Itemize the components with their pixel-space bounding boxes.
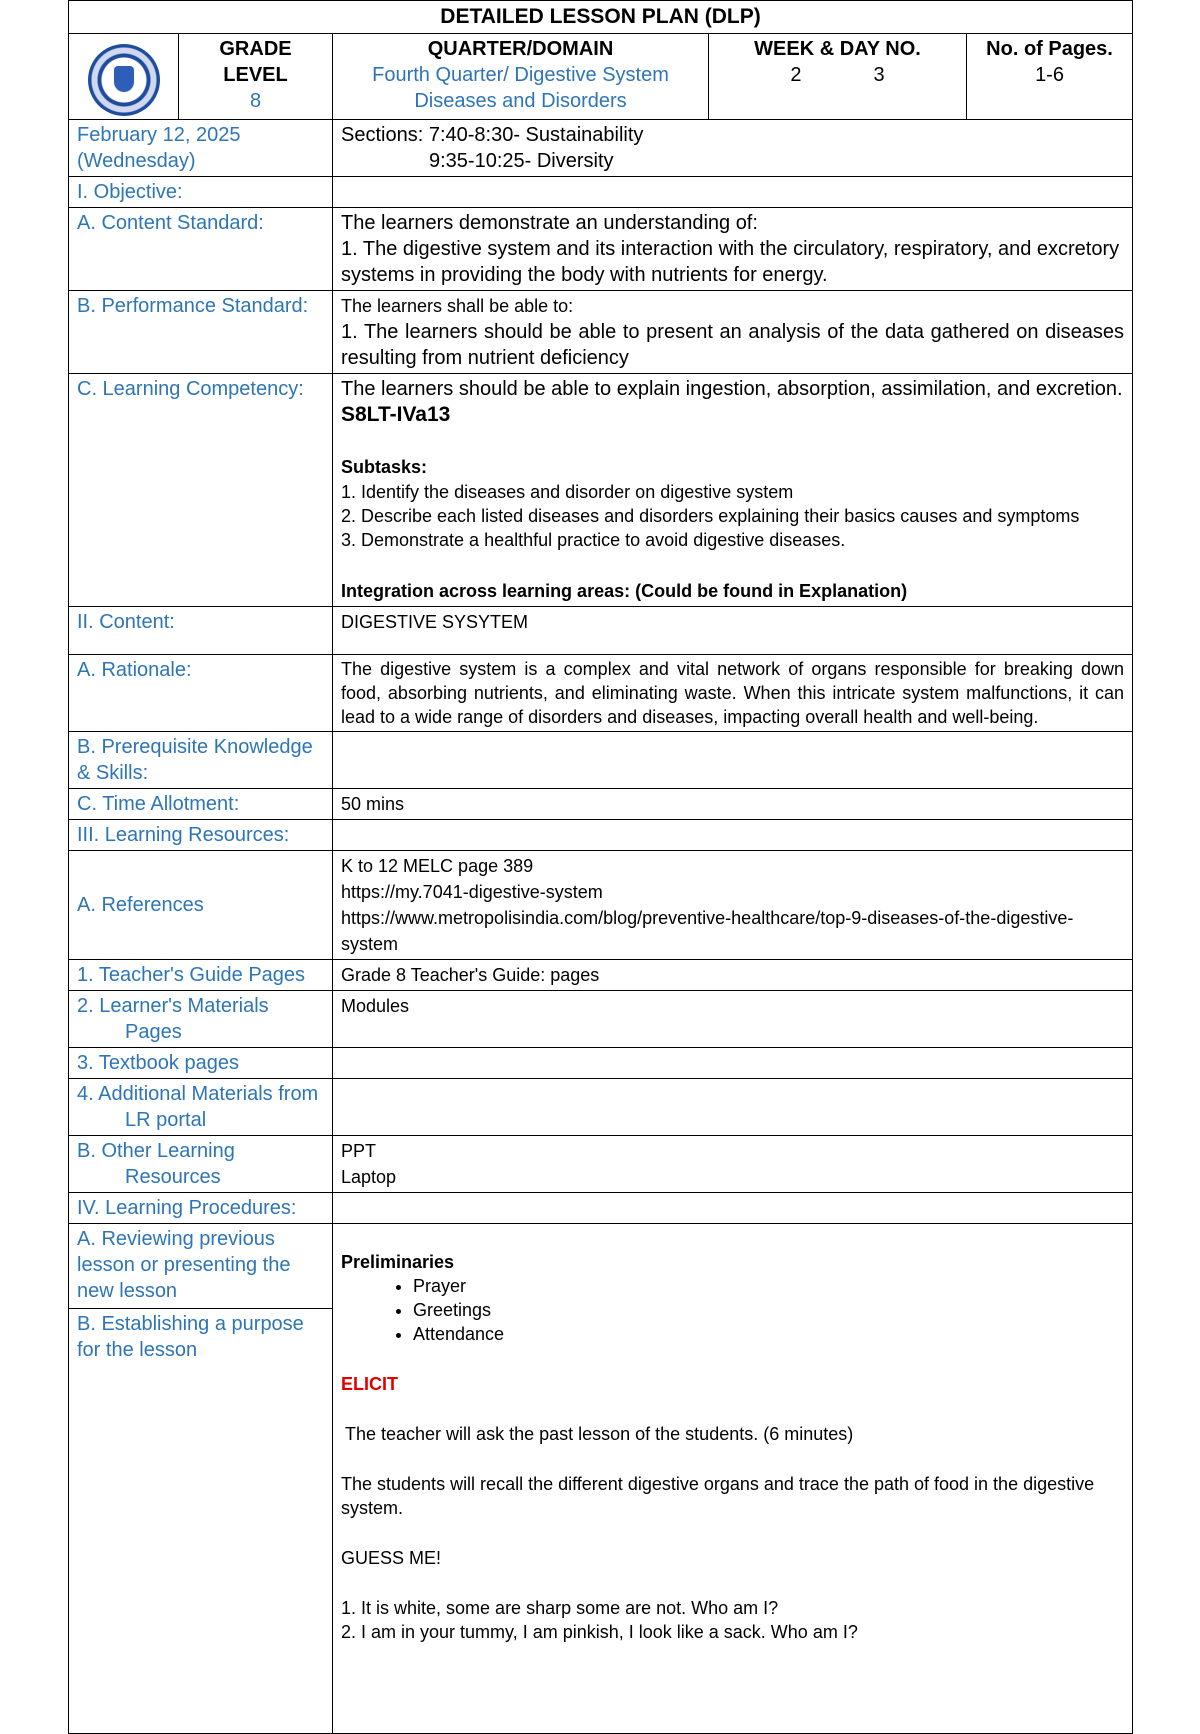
preliminaries-list [341,1274,1124,1346]
quarter-value: Fourth Quarter/ Digestive System [372,64,669,86]
competency-code: S8LT-IVa13 [341,403,451,426]
additional-materials-label-1: 4. Additional Materials from [77,1083,319,1105]
elicit-description: The students will recall the different digestive organs and trace the path of food in the digestive system. [341,1474,1095,1518]
prerequisite-label-2: & Skills: [77,762,149,784]
week-value: 2 [790,64,802,86]
grade-level-cell [179,34,333,120]
other-resources-label-2: Resources [125,1166,221,1188]
document-title: DETAILED LESSON PLAN (DLP) [69,1,1133,34]
sections-cell [333,120,1133,177]
additional-materials-value [333,1079,1133,1136]
procedure-steps-cell [69,1224,333,1734]
content-label: II. Content: [69,607,333,655]
learning-procedures-label: IV. Learning Procedures: [69,1193,333,1224]
reviewing-lesson-label: A. Reviewing previous lesson or presenting the new lesson [69,1224,332,1309]
rationale-value: The digestive system is a complex and vital network of organs responsible for breaking down food, absorbing nutrients, and eliminating waste. When this intricate system malfunctions, it can lead to a wide range of disorders and diseases, impacting overall health and well-being. [333,655,1133,732]
elicit-heading: ELICIT [341,1374,398,1394]
time-allotment-label: C. Time Allotment: [69,789,333,820]
other-resources-label-1: B. Other Learning [77,1140,235,1162]
week-day-label: WEEK & DAY NO. [754,38,921,60]
grade-label-2: LEVEL [223,64,288,86]
learning-procedures-value [333,1193,1133,1224]
lesson-date: February 12, 2025 [77,124,241,146]
learners-materials-label [69,991,333,1048]
reference-link: https://www.metropolisindia.com/blog/preventive-healthcare/top-9-diseases-of-the-digestive-system [341,908,1074,954]
competency-text: The learners should be able to explain ingestion, absorption, assimilation, and excretion. [341,378,1123,400]
other-resources-value [333,1136,1133,1193]
riddle-item: 1. It is white, some are sharp some are not. Who am I? [341,1598,779,1618]
deped-seal-cell [69,34,179,120]
guess-me-heading: GUESS ME! [341,1548,442,1568]
teachers-guide-value: Grade 8 Teacher's Guide: pages [333,960,1133,991]
preliminaries-heading: Preliminaries [341,1252,455,1272]
learning-competency-value [333,374,1133,607]
lesson-plan-document [68,0,1132,1734]
objective-value [333,177,1133,208]
performance-intro: The learners shall be able to: [341,296,574,316]
learners-materials-label-2: Pages [125,1021,182,1043]
prerequisite-label [69,732,333,789]
section-2: 9:35-10:25- Diversity [429,150,614,172]
week-day-cell [709,34,967,120]
list-item: • Greetings [413,1298,1124,1322]
content-standard-intro: The learners demonstrate an understanding of: [341,212,758,234]
teachers-guide-label: 1. Teacher's Guide Pages [69,960,333,991]
learning-resources-value [333,820,1133,851]
list-item: • Prayer [413,1274,1124,1298]
reference-link: https://my.7041-digestive-system [341,882,603,902]
content-standard-item: 1. The digestive system and its interaction with the circulatory, respiratory, and excretory systems in providing the body with nutrients for energy. [341,238,1120,286]
other-resource-item: PPT [341,1141,377,1161]
objective-label: I. Objective: [69,177,333,208]
grade-value: 8 [249,90,262,112]
prerequisite-label-1: B. Prerequisite Knowledge [77,736,313,758]
day-value: 3 [873,64,885,86]
other-resources-label [69,1136,333,1193]
additional-materials-label-2: LR portal [125,1109,207,1131]
additional-materials-label [69,1079,333,1136]
lesson-day: (Wednesday) [77,150,196,172]
performance-standard-value [333,291,1133,374]
textbook-pages-label: 3. Textbook pages [69,1048,333,1079]
procedure-content-cell [333,1224,1133,1734]
textbook-pages-value [333,1048,1133,1079]
references-value [333,851,1133,960]
subtask-item: 2. Describe each listed diseases and disorders explaining their basics causes and symptoms [341,506,1080,526]
quarter-label: QUARTER/DOMAIN [427,38,614,60]
date-cell [69,120,333,177]
other-resource-item: Laptop [341,1167,397,1187]
content-standard-label: A. Content Standard: [69,208,333,291]
performance-standard-label: B. Performance Standard: [69,291,333,374]
learning-competency-label: C. Learning Competency: [69,374,333,607]
subtask-item: 1. Identify the diseases and disorder on digestive system [341,482,794,502]
riddle-item: 2. I am in your tummy, I am pinkish, I look like a sack. Who am I? [341,1622,858,1642]
content-value: DIGESTIVE SYSYTEM [333,607,1133,655]
pages-value: 1-6 [1035,64,1064,86]
establishing-purpose-label: B. Establishing a purpose for the lesson [77,1313,304,1361]
domain-value: Diseases and Disorders [414,90,627,112]
quarter-domain-cell [333,34,709,120]
learners-materials-value: Modules [333,991,1133,1048]
integration-note: Integration across learning areas: (Could be found in Explanation) [341,581,908,601]
list-item: • Attendance [413,1322,1124,1346]
prerequisite-value [333,732,1133,789]
reference-item: K to 12 MELC page 389 [341,856,534,876]
section-1: Sections: 7:40-8:30- Sustainability [341,124,644,146]
pages-label: No. of Pages. [986,38,1113,60]
time-allotment-value: 50 mins [333,789,1133,820]
learners-materials-label-1: 2. Learner's Materials [77,995,269,1017]
grade-label: GRADE [219,38,292,60]
pages-cell [967,34,1133,120]
performance-item: 1. The learners should be able to present an analysis of the data gathered on diseases resulting from nutrient deficiency [341,321,1125,369]
elicit-instruction: The teacher will ask the past lesson of the students. (6 minutes) [345,1424,854,1444]
subtasks-label: Subtasks: [341,457,428,477]
rationale-label: A. Rationale: [69,655,333,732]
references-label: A. References [69,851,333,960]
learning-resources-label: III. Learning Resources: [69,820,333,851]
deped-seal-icon [88,44,160,116]
content-standard-value [333,208,1133,291]
subtask-item: 3. Demonstrate a healthful practice to avoid digestive diseases. [341,530,846,550]
lesson-plan-table [68,0,1133,1734]
